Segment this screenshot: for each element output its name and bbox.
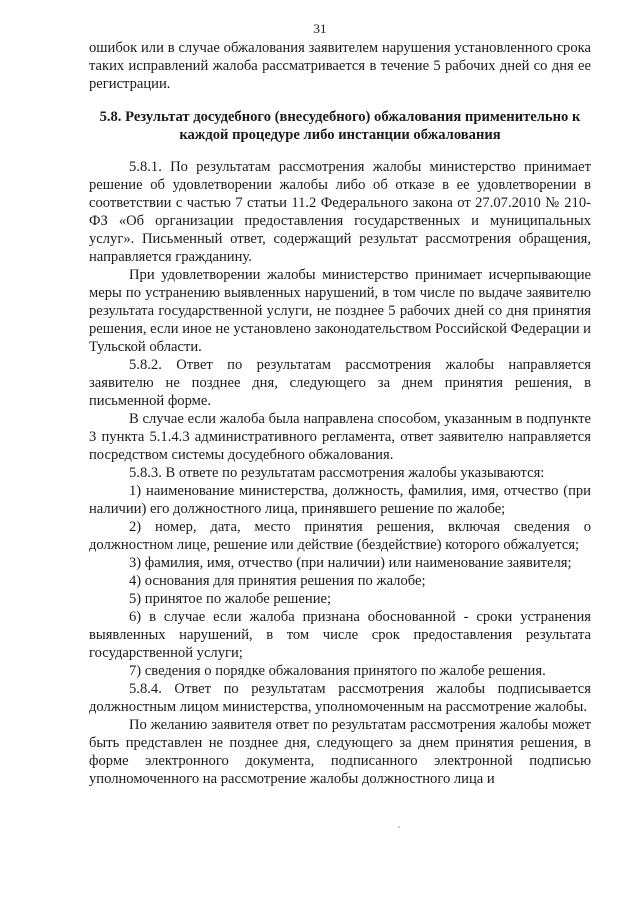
list-item-5: 5) принятое по жалобе решение; xyxy=(129,591,332,607)
list-item-4: 4) основания для принятия решения по жалобе; xyxy=(129,573,426,589)
paragraph-satisfaction-measures: При удовлетворении жалобы министерство принимает исчерпывающие меры по устранению выявленных нарушений, в том числе по выдаче заявителю результата государственной услуги, не позднее 5 рабочих дней со дня принятия решения, если иное не установлено законодательством Российской Федерации и Тульской области. xyxy=(89,267,591,355)
list-item-3: 3) фамилия, имя, отчество (при наличии) или наименование заявителя; xyxy=(129,555,572,571)
list-item-1: 1) наименование министерства, должность, фамилия, имя, отчество (при наличии) его должностного лица, принявшего решение по жалобе; xyxy=(89,483,591,517)
list-item-2: 2) номер, дата, место принятия решения, включая сведения о должностном лице, решение или действие (бездействие) которого обжалуется; xyxy=(89,519,591,553)
paragraph-5-8-2: 5.8.2. Ответ по результатам рассмотрения жалобы направляется заявителю не позднее дня, следующего за днем принятия решения, в письменной форме. xyxy=(89,357,591,409)
paragraph-5-8-3: 5.8.3. В ответе по результатам рассмотрения жалобы указываются: xyxy=(129,465,545,481)
paragraph-electronic-system: В случае если жалоба была направлена способом, указанным в подпункте 3 пункта 5.1.4.3 административного регламента, ответ заявителю направляется посредством системы досудебного обжалования. xyxy=(89,411,591,463)
paragraph-electronic-response: По желанию заявителя ответ по результатам рассмотрения жалобы может быть представлен не позднее дня, следующего за днем принятия решения, в форме электронного документа, подписанного электронной подписью уполномоченного на рассмотрение жалобы должностного лица и xyxy=(89,717,591,787)
list-item-7: 7) сведения о порядке обжалования принятого по жалобе решения. xyxy=(129,663,546,679)
paragraph-continued: ошибок или в случае обжалования заявителем нарушения установленного срока таких исправлений жалоба рассматривается в течение 5 рабочих дней со дня ее регистрации. xyxy=(89,40,591,92)
section-heading-line-1: 5.8. Результат досудебного (внесудебного) обжалования применительно к xyxy=(99,109,581,125)
paragraph-5-8-1: 5.8.1. По результатам рассмотрения жалобы министерство принимает решение об удовлетворении жалобы либо об отказе в ее удовлетворении в соответствии с частью 7 статьи 11.2 Федерального закона от 27.07.2010 № 210-ФЗ «Об организации предоставления государственных и муниципальных услуг». Письменный ответ, содержащий результат рассмотрения обращения, направляется гражданину. xyxy=(89,159,591,265)
paragraph-5-8-4: 5.8.4. Ответ по результатам рассмотрения жалобы подписывается должностным лицом министерства, уполномоченным на рассмотрение жалобы. xyxy=(89,681,591,715)
section-heading xyxy=(89,108,591,144)
scan-speck xyxy=(398,826,400,828)
page-number: 31 xyxy=(313,21,327,36)
section-heading-line-2: каждой процедуре либо инстанции обжалования xyxy=(179,127,501,143)
document-body xyxy=(89,39,591,788)
list-item-6: 6) в случае если жалоба признана обоснованной - сроки устранения выявленных нарушений, в том числе срок предоставления результата государственной услуги; xyxy=(89,609,591,661)
